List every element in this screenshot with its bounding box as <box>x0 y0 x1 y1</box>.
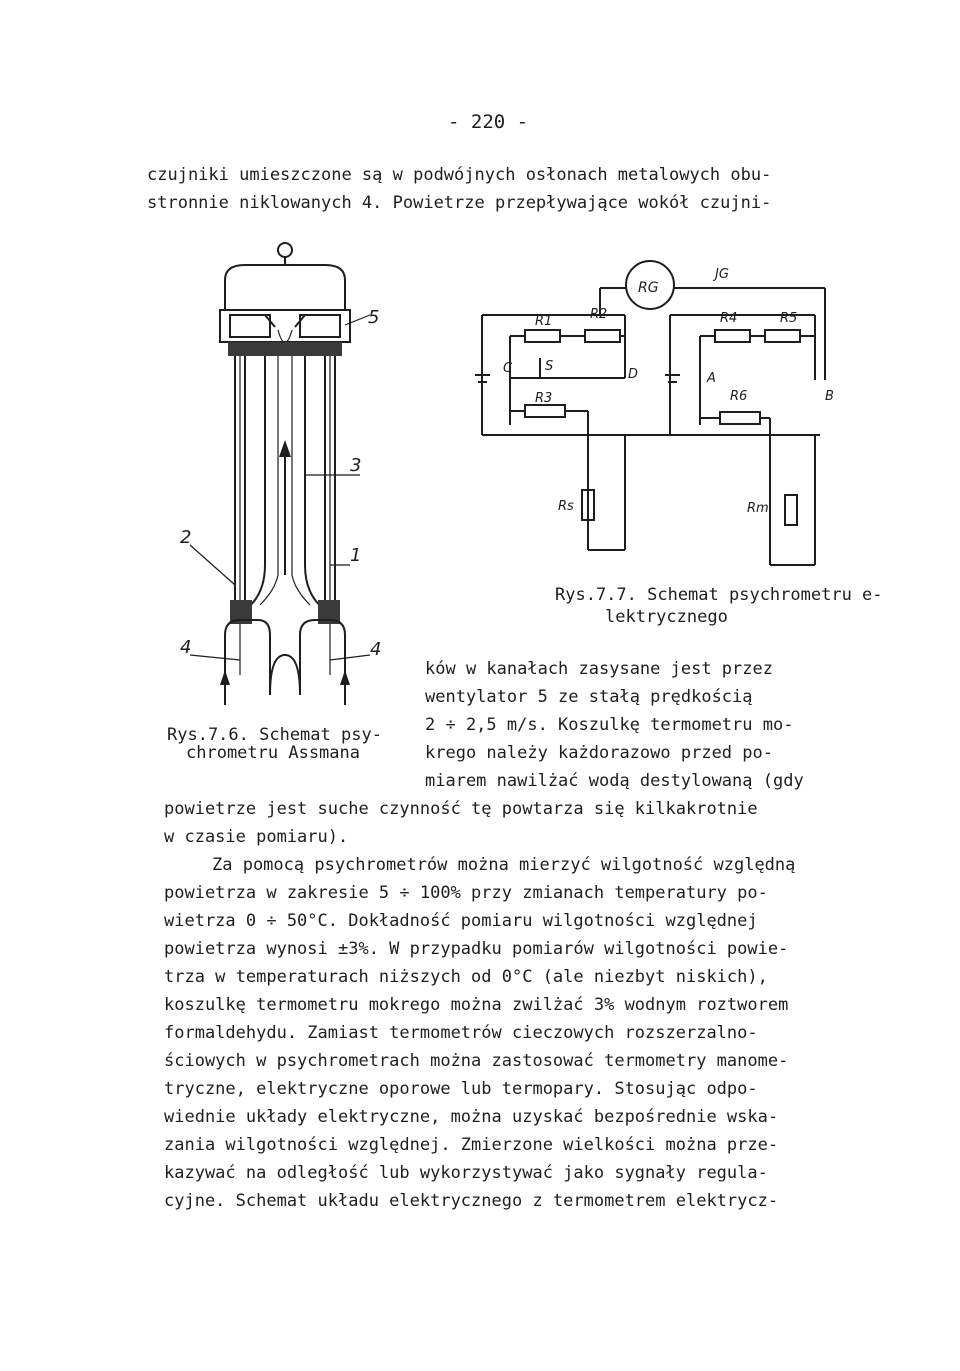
side-line-3: 2 ÷ 2,5 m/s. Koszulkę termometru mo- <box>425 715 794 735</box>
body-line-1: powietrze jest suche czynność tę powtarza się kilkakrotnie <box>164 799 758 819</box>
side-line-5: miarem nawilżać wodą destylowaną (gdy <box>425 771 804 791</box>
body-line-13: zania wilgotności względnej. Zmierzone wielkości można prze- <box>164 1135 779 1155</box>
svg-text:RG: RG <box>638 280 659 296</box>
label-3: 3 <box>350 455 362 476</box>
assmann-psychrometer-figure <box>170 235 400 705</box>
figure-7-7-caption-line-2: lektrycznego <box>605 607 728 627</box>
body-line-11: tryczne, elektryczne oporowe lub termopary. Stosując odpo- <box>164 1079 758 1099</box>
svg-text:C: C <box>503 361 513 376</box>
body-line-4: powietrza w zakresie 5 ÷ 100% przy zmianach temperatury po- <box>164 883 768 903</box>
body-line-15: cyjne. Schemat układu elektrycznego z termometrem elektrycz- <box>164 1191 779 1211</box>
svg-text:D: D <box>628 367 639 382</box>
intro-line-1: czujniki umieszczone są w podwójnych osłonach metalowych obu- <box>147 165 772 185</box>
label-2: 2 <box>180 527 192 548</box>
svg-text:A: A <box>707 371 716 386</box>
fan-housing <box>225 265 345 310</box>
body-line-5: wietrza 0 ÷ 50°C. Dokładność pomiaru wilgotności względnej <box>164 911 758 931</box>
body-line-10: ściowych w psychrometrach można zastosować termometry manome- <box>164 1051 789 1071</box>
page-number: - 220 - <box>448 111 529 133</box>
side-line-4: krego należy każdorazowo przed po- <box>425 743 773 763</box>
side-line-2: wentylator 5 ze stałą prędkością <box>425 687 753 707</box>
body-line-12: wiednie układy elektryczne, można uzyskać bezpośrednie wska- <box>164 1107 779 1127</box>
label-1: 1 <box>350 545 362 566</box>
body-line-8: koszulkę termometru mokrego można zwilżać 3% wodnym roztworem <box>164 995 789 1015</box>
body-line-9: formaldehydu. Zamiast termometrów cieczowych rozszerzalno- <box>164 1023 758 1043</box>
body-line-14: kazywać na odległość lub wykorzystywać jako sygnały regula- <box>164 1163 768 1183</box>
svg-text:R6: R6 <box>730 389 748 404</box>
label-4-right: 4 <box>370 639 382 660</box>
body-line-2: w czasie pomiaru). <box>164 827 349 847</box>
intro-line-2: stronnie niklowanych 4. Powietrze przepływające wokół czujni- <box>147 193 772 213</box>
top-ring <box>278 243 292 257</box>
side-line-1: ków w kanałach zasysane jest przez <box>425 659 773 679</box>
svg-text:R3: R3 <box>535 391 553 406</box>
svg-text:Rs: Rs <box>558 499 574 514</box>
svg-text:S: S <box>545 359 554 374</box>
figure-7-6-caption-line-2: chrometru Assmana <box>186 743 360 763</box>
svg-text:R2: R2 <box>590 307 608 322</box>
figure-7-6-caption-line-1: Rys.7.6. Schemat psy- <box>167 725 382 745</box>
electric-psychrometer-schematic <box>470 250 840 570</box>
figure-7-7-caption-line-1: Rys.7.7. Schemat psychrometru e- <box>555 585 883 605</box>
svg-text:JG: JG <box>715 267 729 282</box>
svg-text:R1: R1 <box>535 314 553 329</box>
collar <box>228 342 342 356</box>
body-line-7: trza w temperaturach niższych od 0°C (ale niezbyt niskich), <box>164 967 768 987</box>
body-line-6: powietrza wynosi ±3%. W przypadku pomiarów wilgotności powie- <box>164 939 789 959</box>
svg-text:Rm: Rm <box>747 501 769 516</box>
svg-text:R4: R4 <box>720 311 738 326</box>
resistor-rm <box>785 495 797 525</box>
label-4-left: 4 <box>180 637 192 658</box>
svg-text:B: B <box>825 389 834 404</box>
svg-text:R5: R5 <box>780 311 798 326</box>
label-5: 5 <box>368 307 380 328</box>
body-line-3: Za pomocą psychrometrów można mierzyć wilgotność względną <box>212 855 796 875</box>
